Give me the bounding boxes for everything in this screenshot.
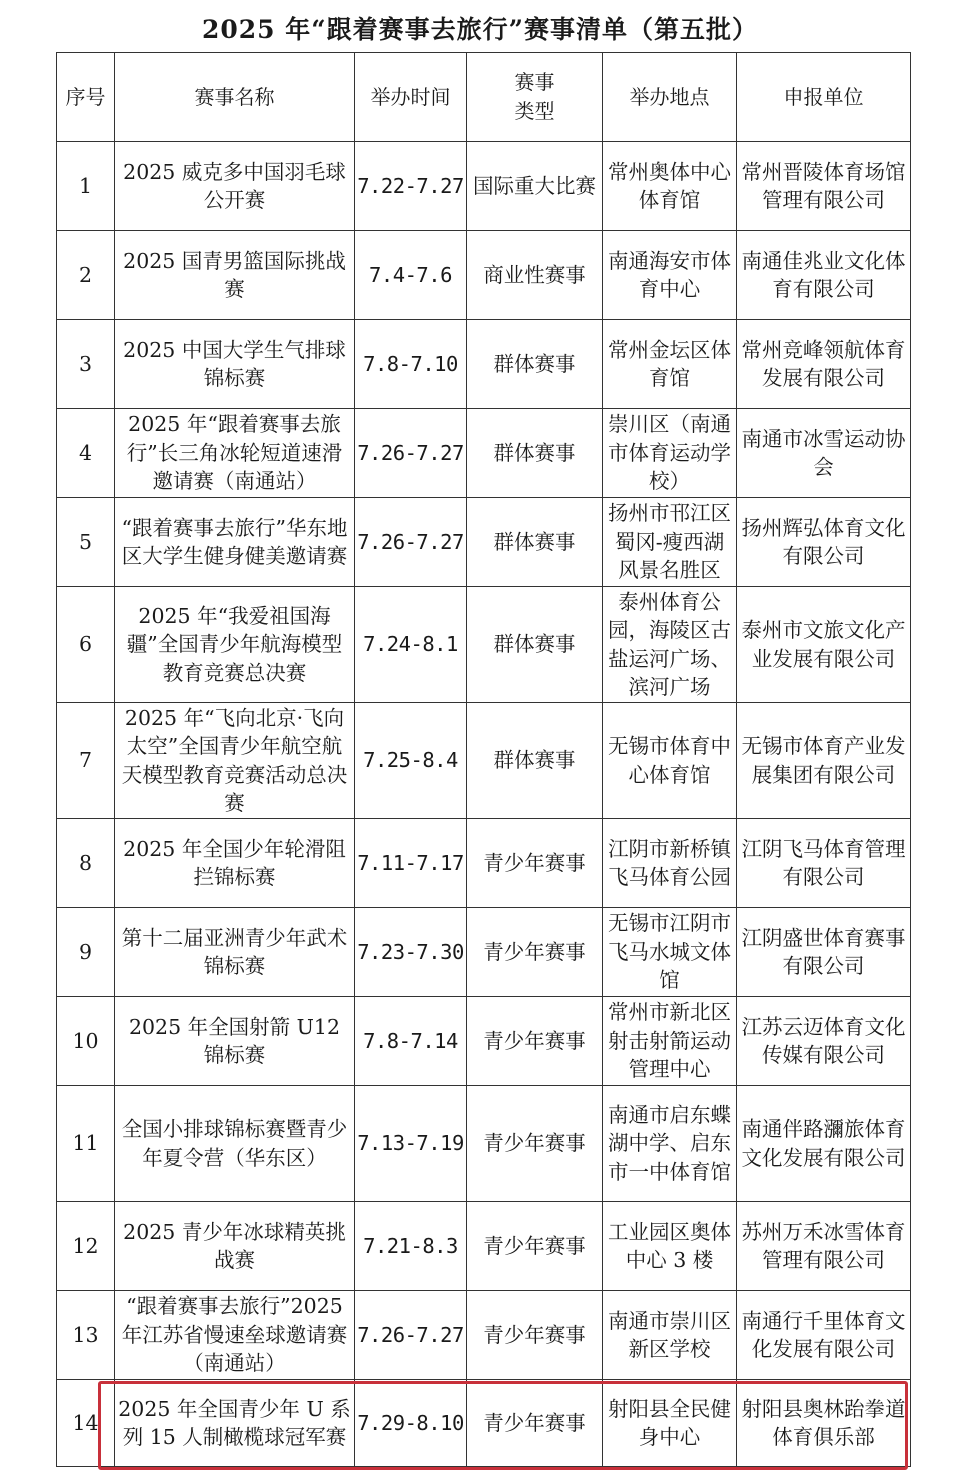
cell-seq: 3: [57, 320, 115, 409]
table-row: [57, 819, 911, 908]
cell-venue: 常州市新北区射击射箭运动管理中心: [603, 997, 737, 1086]
header-type-line2: 类型: [514, 99, 555, 123]
cell-name: 2025 年“飞向北京·飞向太空”全国青少年航空航天模型教育竞赛活动总决赛: [115, 703, 355, 819]
cell-venue: 射阳县全民健身中心: [603, 1380, 737, 1467]
cell-org: 苏州万禾冰雪体育管理有限公司: [737, 1202, 911, 1291]
cell-seq: 10: [57, 997, 115, 1086]
header-org: 申报单位: [737, 53, 911, 142]
cell-type: 国际重大比赛: [467, 142, 603, 231]
cell-name: 2025 年“我爱祖国海疆”全国青少年航海模型教育竞赛总决赛: [115, 587, 355, 703]
cell-type: 青少年赛事: [467, 997, 603, 1086]
cell-venue: 无锡市江阴市飞马水城文体馆: [603, 908, 737, 997]
cell-name: 2025 威克多中国羽毛球公开赛: [115, 142, 355, 231]
cell-name: 2025 中国大学生气排球锦标赛: [115, 320, 355, 409]
cell-seq: 7: [57, 703, 115, 819]
cell-seq: 9: [57, 908, 115, 997]
cell-time: 7.22-7.27: [355, 142, 467, 231]
table-header-row: [57, 53, 911, 142]
cell-type: 青少年赛事: [467, 1380, 603, 1467]
header-type: [467, 53, 603, 142]
cell-type: 商业性赛事: [467, 231, 603, 320]
cell-name: 2025 年全国青少年 U 系列 15 人制橄榄球冠军赛: [115, 1380, 355, 1467]
cell-time: 7.25-8.4: [355, 703, 467, 819]
cell-seq: 2: [57, 231, 115, 320]
table-row: [57, 1086, 911, 1202]
header-seq: 序号: [57, 53, 115, 142]
cell-name: 2025 国青男篮国际挑战赛: [115, 231, 355, 320]
cell-org: 江阴飞马体育管理有限公司: [737, 819, 911, 908]
cell-time: 7.8-7.10: [355, 320, 467, 409]
cell-venue: 南通市启东蝶湖中学、启东市一中体育馆: [603, 1086, 737, 1202]
cell-seq: 12: [57, 1202, 115, 1291]
cell-venue: 南通海安市体育中心: [603, 231, 737, 320]
table-row: [57, 703, 911, 819]
table-row: [57, 320, 911, 409]
events-table: [56, 52, 911, 1467]
cell-name: 第十二届亚洲青少年武术锦标赛: [115, 908, 355, 997]
cell-type: 群体赛事: [467, 587, 603, 703]
cell-name: “跟着赛事去旅行”2025 年江苏省慢速垒球邀请赛（南通站）: [115, 1291, 355, 1380]
cell-seq: 1: [57, 142, 115, 231]
header-venue: 举办地点: [603, 53, 737, 142]
cell-name: 2025 年“跟着赛事去旅行”长三角冰轮短道速滑邀请赛（南通站）: [115, 409, 355, 498]
cell-time: 7.21-8.3: [355, 1202, 467, 1291]
cell-type: 群体赛事: [467, 703, 603, 819]
cell-time: 7.29-8.10: [355, 1380, 467, 1467]
table-row-highlighted: [57, 1380, 911, 1467]
table-row: [57, 1202, 911, 1291]
cell-seq: 11: [57, 1086, 115, 1202]
cell-venue: 崇川区（南通市体育运动学校）: [603, 409, 737, 498]
table-row: [57, 997, 911, 1086]
cell-venue: 常州奥体中心体育馆: [603, 142, 737, 231]
cell-seq: 4: [57, 409, 115, 498]
cell-name: 2025 青少年冰球精英挑战赛: [115, 1202, 355, 1291]
cell-time: 7.23-7.30: [355, 908, 467, 997]
cell-seq: 6: [57, 587, 115, 703]
cell-org: 常州晋陵体育场馆管理有限公司: [737, 142, 911, 231]
cell-org: 常州竞峰领航体育发展有限公司: [737, 320, 911, 409]
cell-type: 群体赛事: [467, 498, 603, 587]
cell-org: 南通佳兆业文化体育有限公司: [737, 231, 911, 320]
cell-type: 青少年赛事: [467, 819, 603, 908]
header-type-line1: 赛事: [514, 70, 555, 94]
cell-org: 南通市冰雪运动协会: [737, 409, 911, 498]
cell-org: 射阳县奥林跆拳道体育俱乐部: [737, 1380, 911, 1467]
table-row: [57, 908, 911, 997]
cell-org: 南通伴路瀰旅体育文化发展有限公司: [737, 1086, 911, 1202]
cell-org: 江苏云迈体育文化传媒有限公司: [737, 997, 911, 1086]
cell-venue: 工业园区奥体中心 3 楼: [603, 1202, 737, 1291]
cell-type: 青少年赛事: [467, 1291, 603, 1380]
cell-time: 7.26-7.27: [355, 498, 467, 587]
cell-venue: 常州金坛区体育馆: [603, 320, 737, 409]
cell-venue: 泰州体育公园，海陵区古盐运河广场、滨河广场: [603, 587, 737, 703]
cell-type: 群体赛事: [467, 320, 603, 409]
table-row: [57, 409, 911, 498]
cell-name: “跟着赛事去旅行”华东地区大学生健身健美邀请赛: [115, 498, 355, 587]
cell-venue: 江阴市新桥镇飞马体育公园: [603, 819, 737, 908]
document-title: 2025 年“跟着赛事去旅行”赛事清单（第五批）: [201, 15, 759, 44]
cell-type: 青少年赛事: [467, 1086, 603, 1202]
cell-type: 青少年赛事: [467, 908, 603, 997]
table-row: [57, 142, 911, 231]
cell-seq: 5: [57, 498, 115, 587]
table-row: [57, 498, 911, 587]
cell-org: 无锡市体育产业发展集团有限公司: [737, 703, 911, 819]
cell-seq: 13: [57, 1291, 115, 1380]
cell-time: 7.26-7.27: [355, 409, 467, 498]
cell-org: 扬州辉弘体育文化有限公司: [737, 498, 911, 587]
table-row: [57, 231, 911, 320]
cell-time: 7.8-7.14: [355, 997, 467, 1086]
cell-seq: 8: [57, 819, 115, 908]
cell-type: 群体赛事: [467, 409, 603, 498]
cell-time: 7.11-7.17: [355, 819, 467, 908]
header-name: 赛事名称: [115, 53, 355, 142]
cell-name: 2025 年全国射箭 U12 锦标赛: [115, 997, 355, 1086]
cell-venue: 南通市崇川区新区学校: [603, 1291, 737, 1380]
table-row: [57, 587, 911, 703]
table-row: [57, 1291, 911, 1380]
cell-type: 青少年赛事: [467, 1202, 603, 1291]
cell-name: 2025 年全国少年轮滑阻拦锦标赛: [115, 819, 355, 908]
cell-name: 全国小排球锦标赛暨青少年夏令营（华东区）: [115, 1086, 355, 1202]
cell-time: 7.24-8.1: [355, 587, 467, 703]
cell-time: 7.26-7.27: [355, 1291, 467, 1380]
cell-venue: 无锡市体育中心体育馆: [603, 703, 737, 819]
cell-org: 泰州市文旅文化产业发展有限公司: [737, 587, 911, 703]
cell-time: 7.13-7.19: [355, 1086, 467, 1202]
header-time: 举办时间: [355, 53, 467, 142]
cell-org: 南通行千里体育文化发展有限公司: [737, 1291, 911, 1380]
cell-time: 7.4-7.6: [355, 231, 467, 320]
cell-org: 江阴盛世体育赛事有限公司: [737, 908, 911, 997]
cell-venue: 扬州市邗江区蜀冈-瘦西湖风景名胜区: [603, 498, 737, 587]
cell-seq: 14: [57, 1380, 115, 1467]
